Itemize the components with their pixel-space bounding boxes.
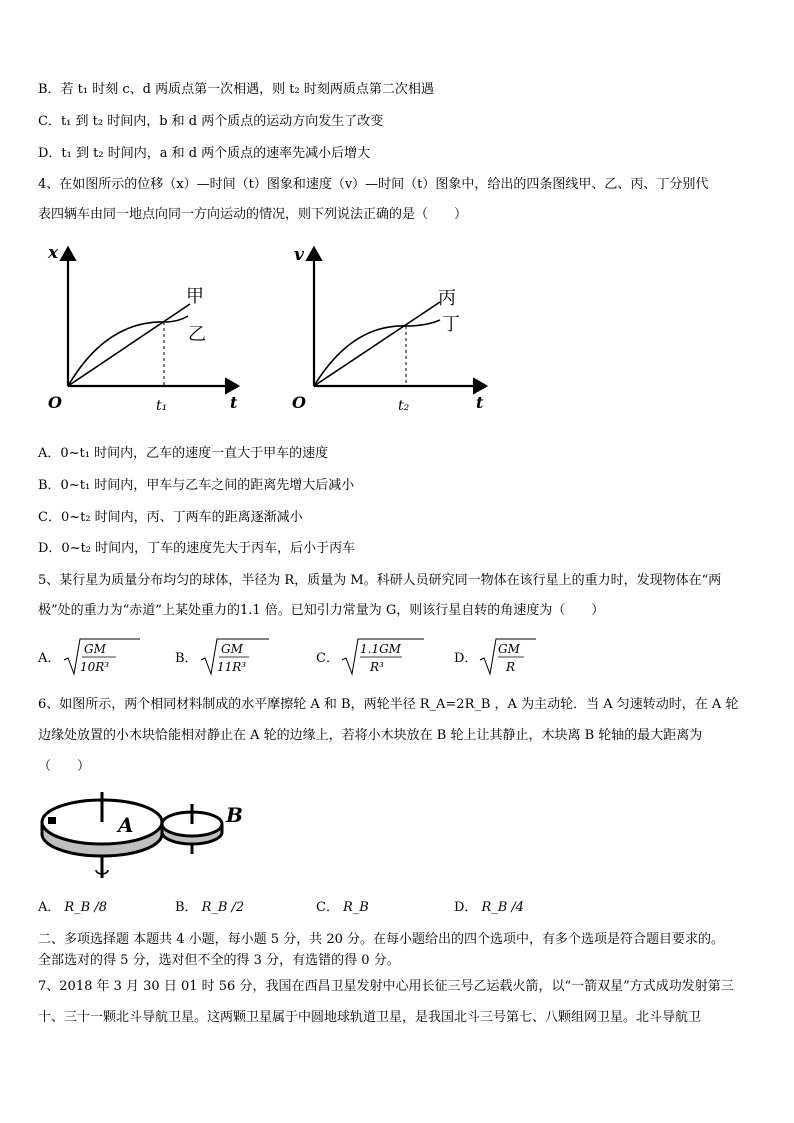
- q6-option-a: [38, 900, 107, 916]
- numerator: GM: [221, 642, 243, 656]
- q6-stem-line2: 边缘处放置的小木块恰能相对静止在 A 轮的边缘上，若将小木块放在 B 轮上让其静止，木块离 B 轮轴的最大距离为: [38, 728, 703, 743]
- origin-label: O: [48, 393, 62, 412]
- curve-yi: [68, 316, 188, 386]
- q3-option-c: C．t₁ 到 t₂ 时间内，b 和 d 两个质点的运动方向发生了改变: [38, 114, 384, 129]
- q7-stem-line2: 十、三十一颗北斗导航卫星。这两颗卫星属于中圆地球轨道卫星，是我国北斗三号第七、八颗组网卫星。北斗导航卫: [38, 1010, 702, 1025]
- option-letter: B．: [175, 651, 198, 666]
- option-value: R_B: [342, 900, 369, 915]
- option-letter: C．: [316, 900, 339, 915]
- option-letter: A．: [38, 900, 61, 915]
- denominator: R³: [370, 660, 384, 674]
- wooden-block: [48, 817, 56, 824]
- q3-option-b: B．若 t₁ 时刻 c、d 两质点第一次相遇，则 t₂ 时刻两质点第二次相遇: [38, 82, 434, 97]
- t2-label: t₂: [398, 398, 410, 414]
- option-value: R_B /4: [481, 900, 525, 915]
- sqrt-expression: [340, 636, 430, 678]
- q6-stem-line1: 6、如图所示，两个相同材料制成的水平摩擦轮 A 和 B，两轮半径 R_A=2R_B ，A 为主动轮．当 A 匀速转动时，在 A 轮: [38, 697, 739, 712]
- section2-heading-line1: 二、多项选择题 本题共 4 小题，每小题 5 分，共 20 分。在每小题给出的四个选项中，有多个选项是符合题目要求的。: [38, 932, 725, 947]
- option-value: R_B /2: [201, 900, 245, 915]
- q6-option-b: [175, 900, 244, 916]
- x-axis-label: t: [230, 393, 238, 412]
- q4-stem-line2: 表四辆车由同一地点向同一方向运动的情况，则下列说法正确的是（ ）: [38, 207, 468, 222]
- option-letter: D．: [454, 900, 478, 915]
- option-value: R_B /8: [64, 900, 108, 915]
- sqrt-expression: [478, 636, 548, 678]
- friction-wheels-diagram: [38, 786, 258, 886]
- sqrt-expression: [199, 636, 279, 678]
- origin-label: O: [292, 393, 306, 412]
- denominator: R: [506, 660, 516, 674]
- q4-option-b: B．0~t₁ 时间内，甲车与乙车之间的距离先增大后减小: [38, 478, 355, 493]
- wheel-a-label: A: [118, 813, 134, 837]
- q5-stem-line1: 5、某行星为质量分布均匀的球体，半径为 R，质量为 M。科研人员研究同一物体在该行星上的重力时，发现物体在“两: [38, 573, 722, 588]
- q6-option-c: [316, 900, 369, 916]
- line-bing: [314, 302, 440, 386]
- section2-heading-line2: 全部选对的得 5 分，选对但不全的得 3 分，有选错的得 0 分。: [38, 953, 400, 968]
- curve-label-yi: 乙: [188, 324, 206, 345]
- curve-label-bing: 丙: [438, 288, 456, 309]
- q4-x-t-graph: [36, 236, 246, 416]
- option-letter: D．: [454, 651, 478, 666]
- curve-ding: [314, 320, 440, 386]
- curve-label-ding: 丁: [442, 314, 460, 335]
- y-axis-label: v: [294, 245, 304, 265]
- q6-option-d: [454, 900, 524, 916]
- q4-option-c: C．0~t₂ 时间内，丙、丁两车的距离逐渐减小: [38, 510, 303, 525]
- curve-label-jia: 甲: [186, 286, 204, 307]
- q4-stem-line1: 4、在如图所示的位移（x）—时间（t）图象和速度（v）—时间（t）图象中，给出的四条图线甲、乙、丙、丁分别代: [38, 177, 709, 192]
- t1-label: t₁: [156, 398, 168, 414]
- q3-option-d: D．t₁ 到 t₂ 时间内，a 和 d 两个质点的速率先减小后增大: [38, 146, 371, 161]
- numerator: GM: [84, 642, 106, 656]
- q4-option-d: D．0~t₂ 时间内，丁车的速度先大于丙车，后小于丙车: [38, 541, 356, 556]
- y-axis-label: x: [48, 243, 59, 263]
- option-letter: B．: [175, 900, 198, 915]
- q4-v-t-graph: [280, 236, 495, 416]
- x-axis-label: t: [476, 393, 484, 412]
- denominator: 10R³: [80, 660, 110, 674]
- denominator: 11R³: [217, 660, 247, 674]
- wheel-b-label: B: [226, 803, 243, 827]
- numerator: 1.1GM: [360, 642, 401, 656]
- option-letter: C．: [316, 651, 339, 666]
- line-jia: [68, 304, 190, 386]
- option-letter: A．: [38, 651, 61, 666]
- q4-option-a: A．0~t₁ 时间内，乙车的速度一直大于甲车的速度: [38, 446, 329, 461]
- sqrt-expression: [62, 636, 142, 678]
- q6-stem-line3: （ ）: [38, 759, 91, 774]
- numerator: GM: [498, 642, 520, 656]
- q5-stem-line2: 极”处的重力为“赤道”上某处重力的1.1 倍。已知引力常量为 G，则该行星自转的角速度为（ ）: [38, 603, 605, 618]
- q7-stem-line1: 7、2018 年 3 月 30 日 01 时 56 分，我国在西昌卫星发射中心用长征三号乙运载火箭，以“一箭双星”方式成功发射第三: [38, 979, 734, 994]
